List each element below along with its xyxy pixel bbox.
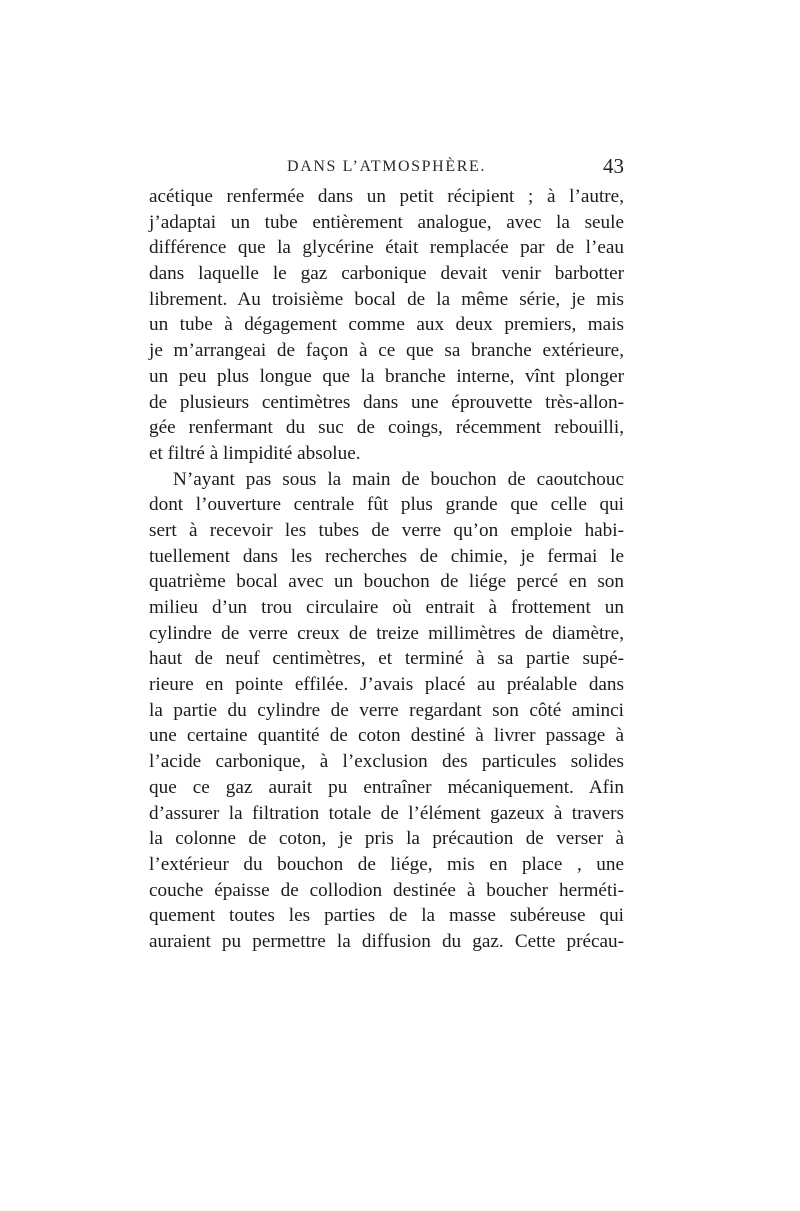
text-line: milieu d’un trou circulaire où entrait à frottement un [149,597,624,618]
text-line: de plusieurs centimètres dans une éprouvette très-allon- [149,391,624,413]
page-number: 43 [603,154,624,178]
paragraph-1 [149,184,624,467]
text-line: quement toutes les parties de la masse subéreuse qui [149,905,624,927]
text-line: l’acide carbonique, à l’exclusion des particules solides [149,751,624,773]
text-line: la colonne de coton, je pris la précaution de verser à [149,828,624,850]
text-line: un peu plus longue que la branche interne, vînt plonger [149,365,624,387]
text-line: auraient pu permettre la diffusion du gaz. Cette précau- [149,930,624,952]
text-line: un tube à dégagement comme aux deux premiers, mais [149,314,624,336]
text-line: N’ayant pas sous la main de bouchon de caoutchouc [173,468,624,490]
text-line: la partie du cylindre de verre regardant son côté aminci [149,699,624,721]
paragraph-2 [149,467,624,955]
text-line: cylindre de verre creux de treize millimètres de diamètre, [149,622,624,644]
text-line: dans laquelle le gaz carbonique devait venir barbotter [149,263,624,285]
text-line: sert à recevoir les tubes de verre qu’on emploie habi- [149,519,624,541]
text-line: acétique renfermée dans un petit récipient ; à l’autre, [149,186,624,207]
text-line: tuellement dans les recherches de chimie, je fermai le [149,545,624,567]
text-line: librement. Au troisième bocal de la même série, je mis [149,288,624,310]
text-line: dont l’ouverture centrale fût plus grande que celle qui [149,494,624,516]
running-title: DANS L’ATMOSPHÈRE. [287,158,486,175]
text-line: je m’arrangeai de façon à ce que sa branche extérieure, [149,340,624,362]
text-line: que ce gaz aurait pu entraîner mécaniquement. Afin [149,776,624,798]
page-header [149,154,624,180]
text-line: couche épaisse de collodion destinée à boucher herméti- [149,879,624,901]
text-line: j’adaptai un tube entièrement analogue, avec la seule [149,211,624,233]
text-line: une certaine quantité de coton destiné à livrer passage à [149,725,624,747]
text-line: haut de neuf centimètres, et terminé à sa partie supé- [149,648,624,670]
text-line: différence que la glycérine était remplacée par de l’eau [149,237,624,259]
text-line: rieure en pointe effilée. J’avais placé au préalable dans [149,674,624,696]
text-line: quatrième bocal avec un bouchon de liége percé en son [149,571,624,593]
text-line: l’extérieur du bouchon de liége, mis en place , une [149,853,624,875]
text-line: gée renfermant du suc de coings, récemment rebouilli, [149,417,624,439]
text-line: d’assurer la filtration totale de l’élément gazeux à travers [149,802,624,824]
text-line: et filtré à limpidité absolue. [149,442,361,464]
body-text [149,184,624,955]
